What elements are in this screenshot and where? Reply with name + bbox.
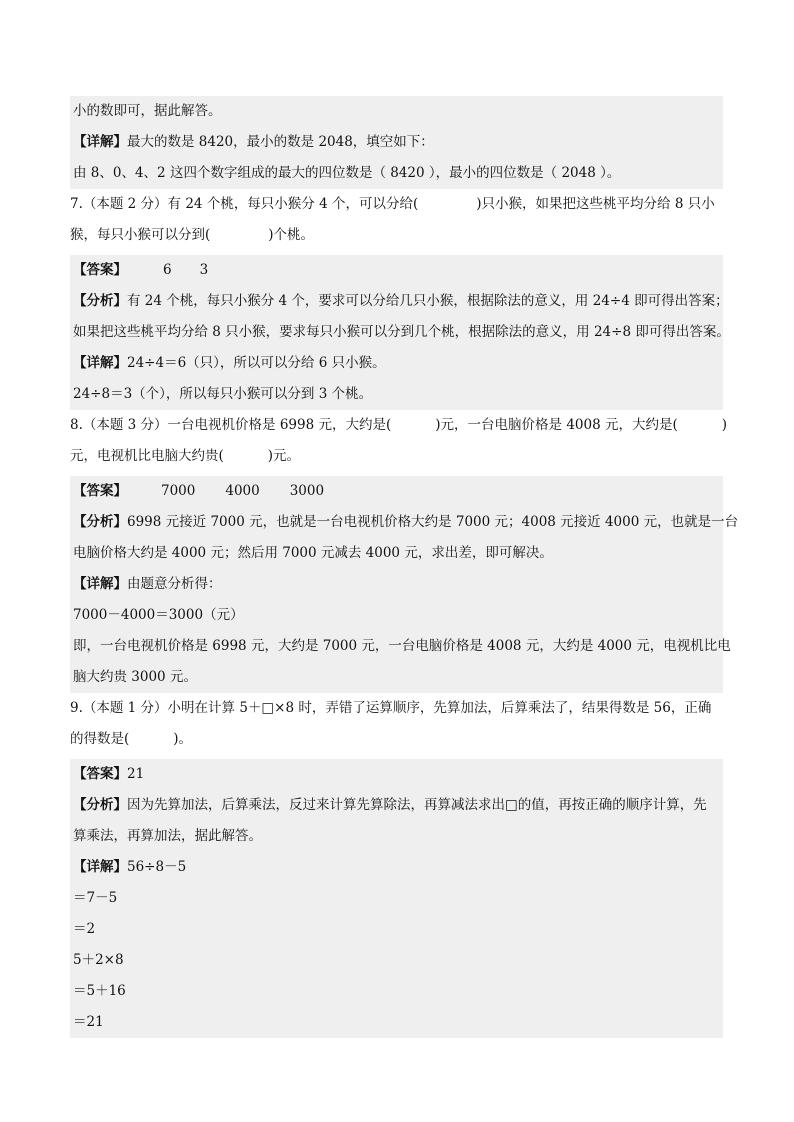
detail-tag: 【详解】 — [73, 355, 127, 371]
solution-block-q6 — [70, 96, 723, 189]
answer-tag: 【答案】 — [73, 766, 127, 782]
question-line: 的得数是( )。 — [70, 731, 193, 747]
detail-line: 24÷8＝3（个），所以每只小猴可以分到 3 个桃。 — [73, 386, 373, 402]
analysis-line: 算乘法，再算加法，据此解答。 — [73, 828, 262, 844]
detail-line: 脑大约贵 3000 元。 — [73, 669, 197, 685]
fill-value: 8420 — [390, 165, 425, 181]
question-line: 9.（本题 1 分）小明在计算 5＋□×8 时，弄错了运算顺序，先算加法，后算乘法了，结果得数是 56，正确 — [70, 700, 712, 716]
answer-value: 6 — [163, 262, 172, 278]
analysis-line: 电脑价格大约是 4000 元；然后用 7000 元减去 4000 元，求出差，即可解决。 — [73, 545, 553, 561]
calculation-step: ＝21 — [73, 1014, 104, 1030]
question-line: 元，电视机比电脑大约贵( )元。 — [70, 448, 301, 464]
question-7 — [70, 189, 723, 251]
question-line: 猴，每只小猴可以分到( )个桃。 — [70, 227, 315, 243]
solution-block-q9 — [70, 759, 723, 1038]
question-line: 7.（本题 2 分）有 24 个桃，每只小猴分 4 个，可以分给( )只小猴，如果把这些桃平均分给 8 只小 — [70, 196, 715, 212]
calculation-step: 5＋2×8 — [73, 952, 124, 968]
analysis-continuation: 小的数即可，据此解答。 — [73, 103, 222, 119]
question-8 — [70, 410, 728, 472]
solution-block-q8 — [70, 476, 739, 693]
answer-line — [70, 255, 723, 286]
detail-fill-line: 由 8、0、4、2 这四个数字组成的最大的四位数是（ 8420 ），最小的四位数是（ 2048 ）。 — [73, 165, 621, 181]
answer-value: 4000 — [225, 483, 260, 499]
fill-value: 2048 — [561, 165, 596, 181]
answer-line — [70, 476, 723, 507]
calculation-step: ＝5＋16 — [73, 983, 126, 999]
detail-line: 【详解】24÷4＝6（只），所以可以分给 6 只小猴。 — [73, 355, 386, 371]
detail-tag: 【详解】 — [73, 576, 127, 592]
answer-tag: 【答案】 — [73, 483, 127, 499]
answer-value: 3 — [199, 262, 209, 278]
analysis-tag: 【分析】 — [73, 293, 127, 309]
analysis-line: 【分析】6998 元接近 7000 元，也就是一台电视机价格大约是 7000 元；4008 元接近 4000 元，也就是一台 — [73, 514, 739, 530]
analysis-tag: 【分析】 — [73, 514, 127, 530]
document-page — [70, 96, 739, 1038]
answer-tag: 【答案】 — [73, 262, 127, 278]
answer-line — [70, 759, 723, 790]
detail-tag: 【详解】 — [73, 134, 127, 150]
analysis-tag: 【分析】 — [73, 797, 127, 813]
detail-line: 即，一台电视机价格是 6998 元，大约是 7000 元，一台电脑价格是 4008 元，大约是 4000 元，电视机比电 — [73, 638, 731, 654]
question-9 — [70, 693, 723, 755]
analysis-line: 【分析】因为先算加法，后算乘法，反过来计算先算除法，再算减法求出□的值，再按正确的顺序计算，先 — [73, 797, 707, 813]
analysis-line: 如果把这些桃平均分给 8 只小猴，要求每只小猴可以分到几个桃，根据除法的意义，用 24÷8 即可得出答案。 — [73, 324, 730, 340]
answer-value: 3000 — [289, 483, 325, 499]
analysis-line: 【分析】有 24 个桃，每只小猴分 4 个，要求可以分给几只小猴，根据除法的意义，用 24÷4 即可得出答案； — [73, 293, 729, 309]
detail-text: 最大的数是 8420，最小的数是 2048，填空如下： — [127, 134, 434, 150]
answer-value: 21 — [127, 766, 145, 782]
calculation-step: ＝2 — [73, 921, 96, 937]
detail-tag: 【详解】 — [73, 859, 127, 875]
detail-line: 【详解】由题意分析得： — [73, 576, 222, 592]
detail-line — [70, 127, 723, 158]
answer-value: 7000 — [161, 483, 196, 499]
calculation-step: ＝7－5 — [73, 890, 118, 906]
detail-line: 7000－4000＝3000（元） — [73, 607, 244, 623]
question-line: 8.（本题 3 分）一台电视机价格是 6998 元，大约是( )元，一台电脑价格是 4008 元，大约是( ) — [70, 417, 728, 433]
solution-block-q7 — [70, 255, 730, 410]
detail-line: 【详解】56÷8－5 — [73, 859, 187, 875]
